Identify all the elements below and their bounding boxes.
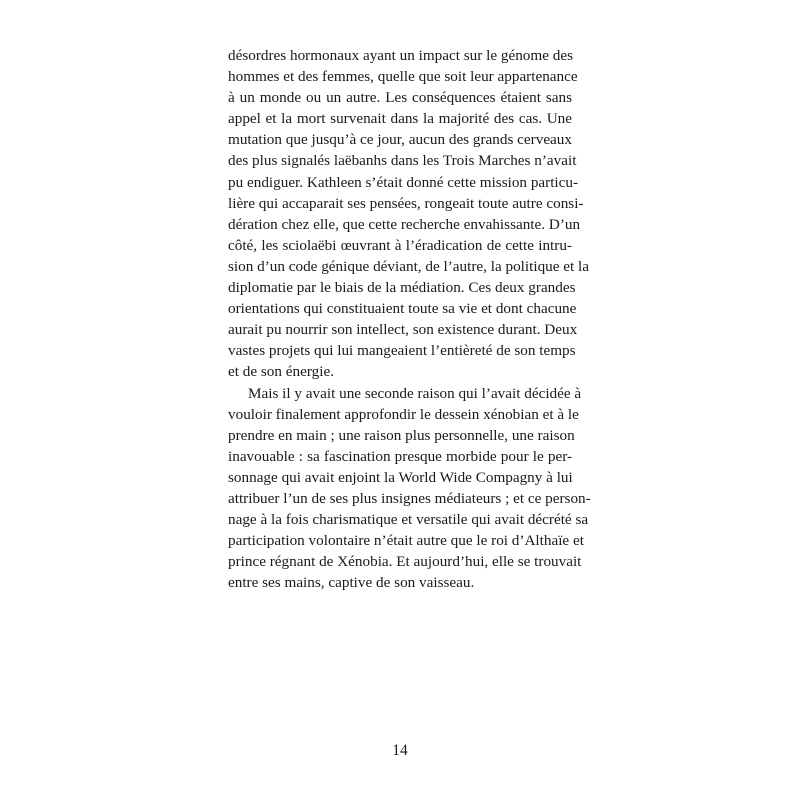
text-line: vouloir finalement approfondir le dessein xénobian et à le <box>228 405 579 423</box>
text-line: prendre en main ; une raison plus personnelle, une raison <box>228 426 575 444</box>
text-line: lière qui accaparait ses pensées, rongeait toute autre consi- <box>228 194 584 212</box>
text-line: appel et la mort survenait dans la majorité des cas. Une <box>228 110 572 128</box>
text-line: entre ses mains, captive de son vaisseau. <box>228 574 475 592</box>
text-line: pu endiguer. Kathleen s’était donné cette mission particu- <box>228 173 579 191</box>
text-line: diplomatie par le biais de la médiation. Ces deux grandes <box>228 279 576 297</box>
text-line: dération chez elle, que cette recherche envahissante. D’un <box>228 215 581 233</box>
text-line: participation volontaire n’était autre que le roi d’Althaïe et <box>228 532 584 550</box>
text-line: vastes projets qui lui mangeaient l’entièreté de son temps <box>228 342 576 360</box>
paragraph-1 <box>228 45 590 383</box>
text-line: inavouable : sa fascination presque morbide pour le per- <box>228 447 572 465</box>
text-line: et de son énergie. <box>228 363 334 381</box>
text-line: prince régnant de Xénobia. Et aujourd’hui, elle se trouvait <box>228 553 582 571</box>
text-line: désordres hormonaux ayant un impact sur le génome des <box>228 47 573 64</box>
text-line: nage à la fois charismatique et versatile qui avait décrété sa <box>228 511 589 529</box>
paragraph-2 <box>228 383 591 594</box>
text-line: orientations qui constituaient toute sa vie et dont chacune <box>228 300 577 318</box>
text-line: côté, les sciolaëbi œuvrant à l’éradication de cette intru- <box>228 236 572 254</box>
text-line: aurait pu nourrir son intellect, son existence durant. Deux <box>228 321 578 339</box>
text-line: sion d’un code génique déviant, de l’autre, la politique et la <box>228 257 590 275</box>
text-line: attribuer l’un de ses plus insignes médiateurs ; et ce person- <box>228 489 591 507</box>
text-line: Mais il y avait une seconde raison qui l’avait décidée à <box>248 384 582 402</box>
text-line: des plus signalés laëbanhs dans les Trois Marches n’avait <box>228 152 577 170</box>
page-number: 14 <box>392 742 408 759</box>
text-line: sonnage qui avait enjoint la World Wide Compagny à lui <box>228 468 573 486</box>
text-line: mutation que jusqu’à ce jour, aucun des grands cerveaux <box>228 131 572 149</box>
text-line: à un monde ou un autre. Les conséquences étaient sans <box>228 89 572 107</box>
text-line: hommes et des femmes, quelle que soit leur appartenance <box>228 68 578 86</box>
body-text <box>228 45 591 593</box>
